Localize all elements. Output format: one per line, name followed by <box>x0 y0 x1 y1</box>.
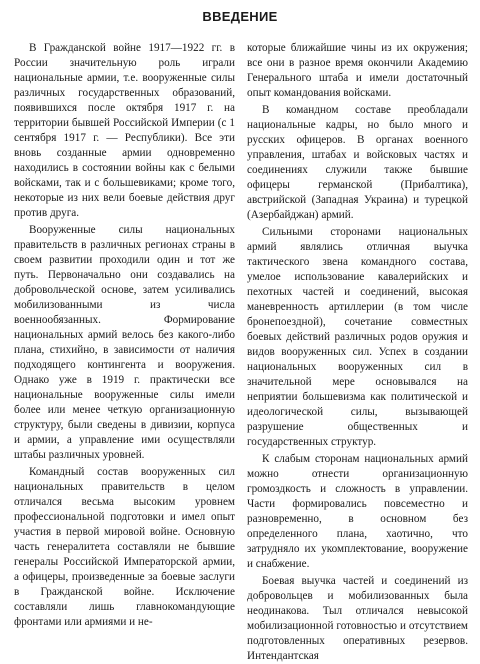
paragraph: Боевая выучка частей и соединений из добровольцев и мобилизованных была неодинакова. Тыл отличался невысокой мобилизационной готовностью и отсутствием подготовленных оперативных резервов. Интендантская <box>247 575 468 662</box>
paragraph: Сильными сторонами национальных армий являлись отличная выучка тактического звена командного состава, умелое использование кавалерийских и пехотных частей и соединений, высокая маневренность артиллерии (в том числе бронепоездной), сочетание совместных боевых действий различных родов оружия и видов вооруженных сил. Успех в создании национальных вооруженных сил в значительной мере основывался на неприятии большевизма как политической и идеологической силы, вызывающей разрушение общественных и государственных структур. <box>247 226 468 448</box>
text-column-right <box>247 41 468 664</box>
text-column-left <box>14 41 235 630</box>
paragraph: Командный состав вооруженных сил национальных правительств в целом отличался весьма высоким уровнем профессиональной подготовки и имел опыт участия в первой мировой войне. Основную часть генералитета составляли не бывшие генералы Российской Императорской армии, а офицеры, произведенные за боевые заслуги в Гражданской войне. Исключение составляли лишь главнокомандующие фронтами или армиями и не- <box>14 466 235 628</box>
paragraph: К слабым сторонам национальных армий можно отнести организационную громоздкость и сложность в управлении. Части формировались повсеместно и разновременно, в основном без определенного плана, хаотично, что затрудняло их укомплектование, вооружение и снабжение. <box>247 453 468 570</box>
paragraph: В Гражданской войне 1917—1922 гг. в России значительную роль играли национальные армии, т.е. вооруженные силы различных государственных образований, появившихся после октября 1917 г. на территории бывшей Российской Империи (с 1 сентября 1917 г. — Республики). Все эти вновь созданные армии одновременно находились в состоянии войны как с белыми войсками, так и с большевиками; кроме того, некоторые из них вели боевые действия друг против друга. <box>14 42 235 219</box>
page-title: ВВЕДЕНИЕ <box>202 9 278 24</box>
paragraph: которые ближайшие чины из их окружения; все они в разное время окончили Академию Генерального штаба и имели достаточный опыт командования войсками. <box>247 42 468 99</box>
paragraph: В командном составе преобладали национальные кадры, но было много и русских офицеров. В органах военного управления, штабах и войсковых частях и соединениях служили также бывшие офицеры германской (Прибалтика), австрийской (Западная Украина) и турецкой (Азербайджан) армий. <box>247 104 468 221</box>
paragraph: Вооруженные силы национальных правительств в различных регионах страны в своем развитии проходили один и тот же путь. Первоначально они создавались на добровольческой основе, затем усиливались мобилизованными из числа военнообязанных. Формирование национальных армий велось без какого-либо плана, стихийно, в зависимости от наличия подходящего контингента и вооружения. Однако уже в 1919 г. практически все национальные вооруженные силы имели более или менее четкую организационную структуру, были сведены в дивизии, корпуса и армии, а управление ими осуществляли штабы различных уровней. <box>14 224 235 461</box>
